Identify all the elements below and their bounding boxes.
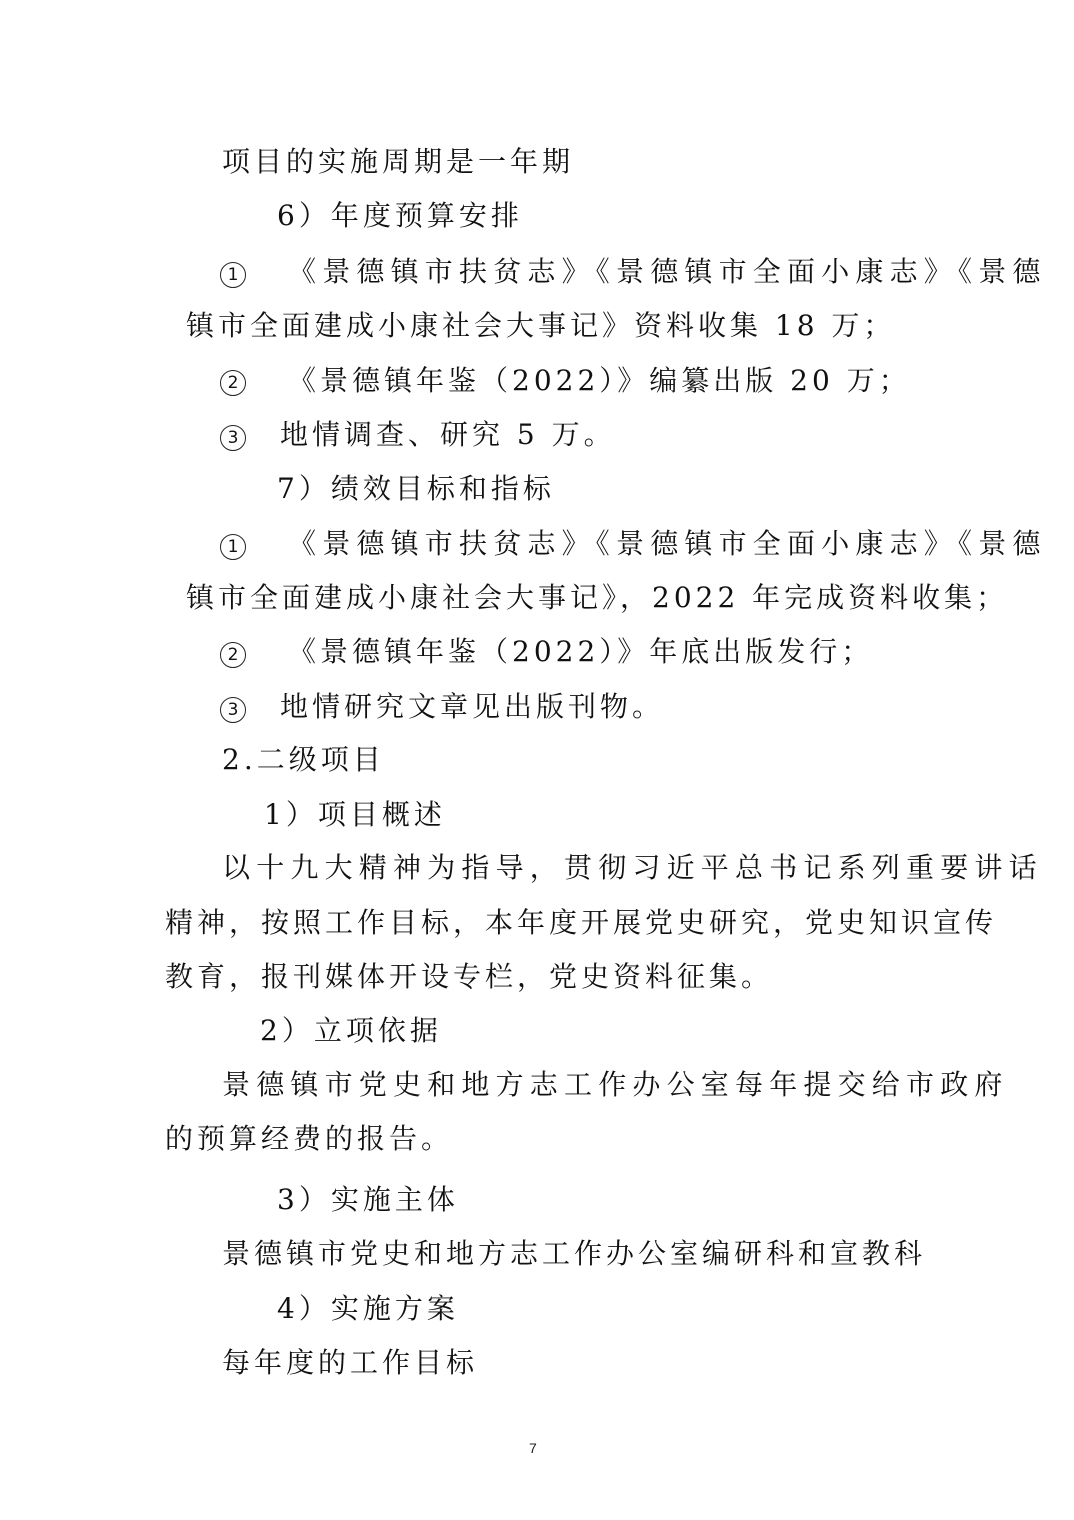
circled-number-marker: 3 bbox=[220, 425, 246, 451]
subheading: 6）年度预算安排 bbox=[277, 199, 523, 232]
list-item-text: 《景德镇市扶贫志》《景德镇市全面小康志》《景德 bbox=[288, 527, 1047, 560]
circled-number-marker: 1 bbox=[220, 262, 246, 288]
page-number: 7 bbox=[529, 1440, 537, 1456]
list-item-text: 《景德镇年鉴（2022）》编纂出版 20 万； bbox=[288, 364, 911, 397]
paragraph-line: 以十九大精神为指导，贯彻习近平总书记系列重要讲话 bbox=[222, 851, 1043, 884]
list-item-text: 地情调查、研究 5 万。 bbox=[280, 418, 616, 451]
text-line: 镇市全面建成小康社会大事记》资料收集 18 万； bbox=[186, 309, 896, 342]
paragraph-line: 每年度的工作目标 bbox=[222, 1346, 479, 1379]
subheading: 2）立项依据 bbox=[260, 1014, 442, 1047]
list-item-text: 《景德镇市扶贫志》《景德镇市全面小康志》《景德 bbox=[288, 255, 1047, 288]
circled-number-marker: 1 bbox=[220, 534, 246, 560]
list-item-text: 《景德镇年鉴（2022）》年底出版发行； bbox=[288, 635, 874, 668]
paragraph-line: 精神，按照工作目标，本年度开展党史研究，党史知识宣传 bbox=[165, 906, 998, 939]
circled-number-marker: 2 bbox=[220, 370, 246, 396]
subheading: 1）项目概述 bbox=[264, 798, 446, 831]
list-item-text: 地情研究文章见出版刊物。 bbox=[280, 690, 665, 723]
section-heading: 2.二级项目 bbox=[222, 743, 385, 776]
circled-number-marker: 2 bbox=[220, 642, 246, 668]
text-line: 镇市全面建成小康社会大事记》，2022 年完成资料收集； bbox=[186, 581, 1009, 614]
text-line: 项目的实施周期是一年期 bbox=[222, 145, 575, 178]
paragraph-line: 教育，报刊媒体开设专栏，党史资料征集。 bbox=[165, 960, 774, 993]
subheading: 4）实施方案 bbox=[277, 1292, 459, 1325]
subheading: 7）绩效目标和指标 bbox=[277, 472, 555, 505]
subheading: 3）实施主体 bbox=[277, 1183, 459, 1216]
paragraph-line: 的预算经费的报告。 bbox=[165, 1122, 454, 1155]
paragraph-line: 景德镇市党史和地方志工作办公室编研科和宣教科 bbox=[222, 1237, 927, 1270]
circled-number-marker: 3 bbox=[220, 697, 246, 723]
paragraph-line: 景德镇市党史和地方志工作办公室每年提交给市政府 bbox=[222, 1068, 1009, 1101]
